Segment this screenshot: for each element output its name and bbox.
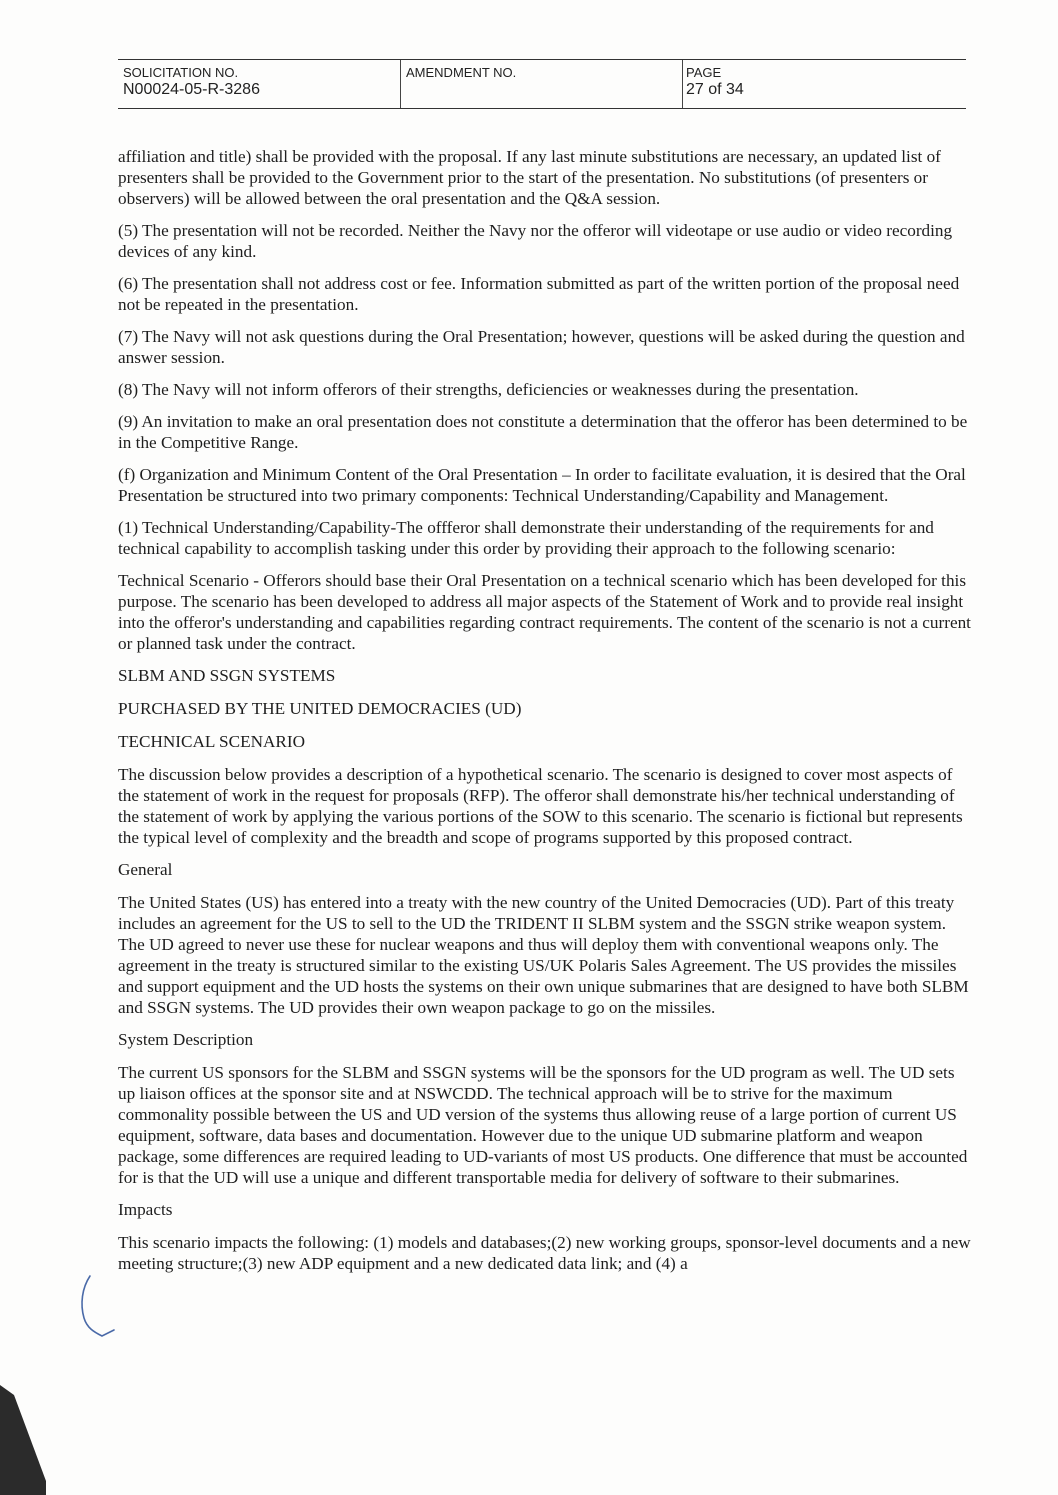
scan-edge-shadow — [0, 1385, 50, 1495]
heading-technical-scenario: TECHNICAL SCENARIO — [118, 732, 305, 751]
heading-system-description: System Description — [118, 1030, 254, 1049]
handwritten-margin-mark — [76, 1274, 116, 1344]
solicitation-header-table — [118, 59, 966, 109]
paragraph-item-f: (f) Organization and Minimum Content of the Oral Presentation – In order to facilitate evaluation, it is desired that the Oral Presentation be structured into two primary components: Technical Understanding/Capability and Management. — [118, 465, 966, 505]
paragraph-general: The United States (US) has entered into a treaty with the new country of the United Democracies (UD). Part of this treaty includes an agreement for the US to sell to the UD the TRIDENT II SLBM system and the SSGN strike weapon system. The UD agreed to never use these for nuclear weapons and thus will deploy them with conventional weapons only. The agreement in the treaty is structured similar to the existing US/UK Polaris Sales Agreement. The US provides the missiles and support equipment and the UD hosts the systems on their own unique submarines that are designed to have both SLBM and SSGN systems. The UD provides their own weapon package to go on the missiles. — [118, 893, 969, 1017]
paragraph-discussion: The discussion below provides a description of a hypothetical scenario. The scenario is designed to cover most aspects of the statement of work in the request for proposals (RFP). The offeror shall demonstrate his/her technical understanding of the statement of work by applying the various portions of the SOW to this scenario. The scenario is fictional but represents the typical level of complexity and the breadth and scope of programs supported by this proposed contract. — [118, 765, 963, 847]
paragraph-item-8: (8) The Navy will not inform offerors of their strengths, deficiencies or weaknesses during the presentation. — [118, 380, 859, 399]
heading-impacts: Impacts — [118, 1200, 173, 1219]
document-body — [118, 146, 974, 1285]
paragraph-item-9: (9) An invitation to make an oral presentation does not constitute a determination that the offeror has been determined to be in the Competitive Range. — [118, 412, 968, 452]
page-cell — [682, 60, 966, 108]
paragraph-system-description: The current US sponsors for the SLBM and SSGN systems will be the sponsors for the UD program as well. The UD sets up liaison offices at the sponsor site and at NSWCDD. The technical approach will be to strive for the maximum commonality possible between the US and UD version of the systems thus allowing reuse of a large portion of current US equipment, software, data bases and documentation. However due to the unique UD submarine platform and weapon package, some differences are required leading to UD-variants of most US products. One difference that must be accounted for is that the UD will use a unique and different transportable media for delivery of software to their submarines. — [118, 1063, 968, 1187]
solicitation-cell — [118, 60, 400, 108]
solicitation-number: N00024-05-R-3286 — [123, 81, 260, 98]
heading-systems: SLBM AND SSGN SYSTEMS — [118, 666, 336, 685]
heading-general: General — [118, 860, 173, 879]
paragraph-impacts: This scenario impacts the following: (1) models and databases;(2) new working groups, sponsor-level documents and a new meeting structure;(3) new ADP equipment and a new dedicated data link; and (4) a — [118, 1233, 971, 1273]
amendment-label: AMENDMENT NO. — [406, 65, 517, 80]
page-number: 27 of 34 — [686, 81, 744, 98]
paragraph-technical-scenario: Technical Scenario - Offerors should base their Oral Presentation on a technical scenario which has been developed for this purpose. The scenario has been developed to address all major aspects of the Statement of Work and to provide real insight into the offeror's understanding and capabilities regarding contract requirements. The content of the scenario is not a current or planned task under the contract. — [118, 571, 971, 653]
paragraph-item-1: (1) Technical Understanding/Capability-The offferor shall demonstrate their understanding of the requirements for and technical capability to accomplish tasking under this order by providing their approach to the following scenario: — [118, 518, 934, 558]
solicitation-label: SOLICITATION NO. — [123, 65, 239, 80]
amendment-cell — [400, 60, 682, 108]
paragraph-item-5: (5) The presentation will not be recorded. Neither the Navy nor the offeror will videotape or use audio or video recording devices of any kind. — [118, 221, 953, 261]
paragraph-presenters: affiliation and title) shall be provided with the proposal. If any last minute substitutions are necessary, an updated list of presenters shall be provided to the Government prior to the start of the presentation. No substitutions (of presenters or observers) will be allowed between the oral presentation and the Q&A session. — [118, 147, 941, 208]
heading-purchased-by: PURCHASED BY THE UNITED DEMOCRACIES (UD) — [118, 699, 522, 718]
paragraph-item-7: (7) The Navy will not ask questions during the Oral Presentation; however, questions will be asked during the question and answer session. — [118, 327, 965, 367]
page-label: PAGE — [686, 65, 722, 80]
paragraph-item-6: (6) The presentation shall not address cost or fee. Information submitted as part of the written portion of the proposal need not be repeated in the presentation. — [118, 274, 960, 314]
